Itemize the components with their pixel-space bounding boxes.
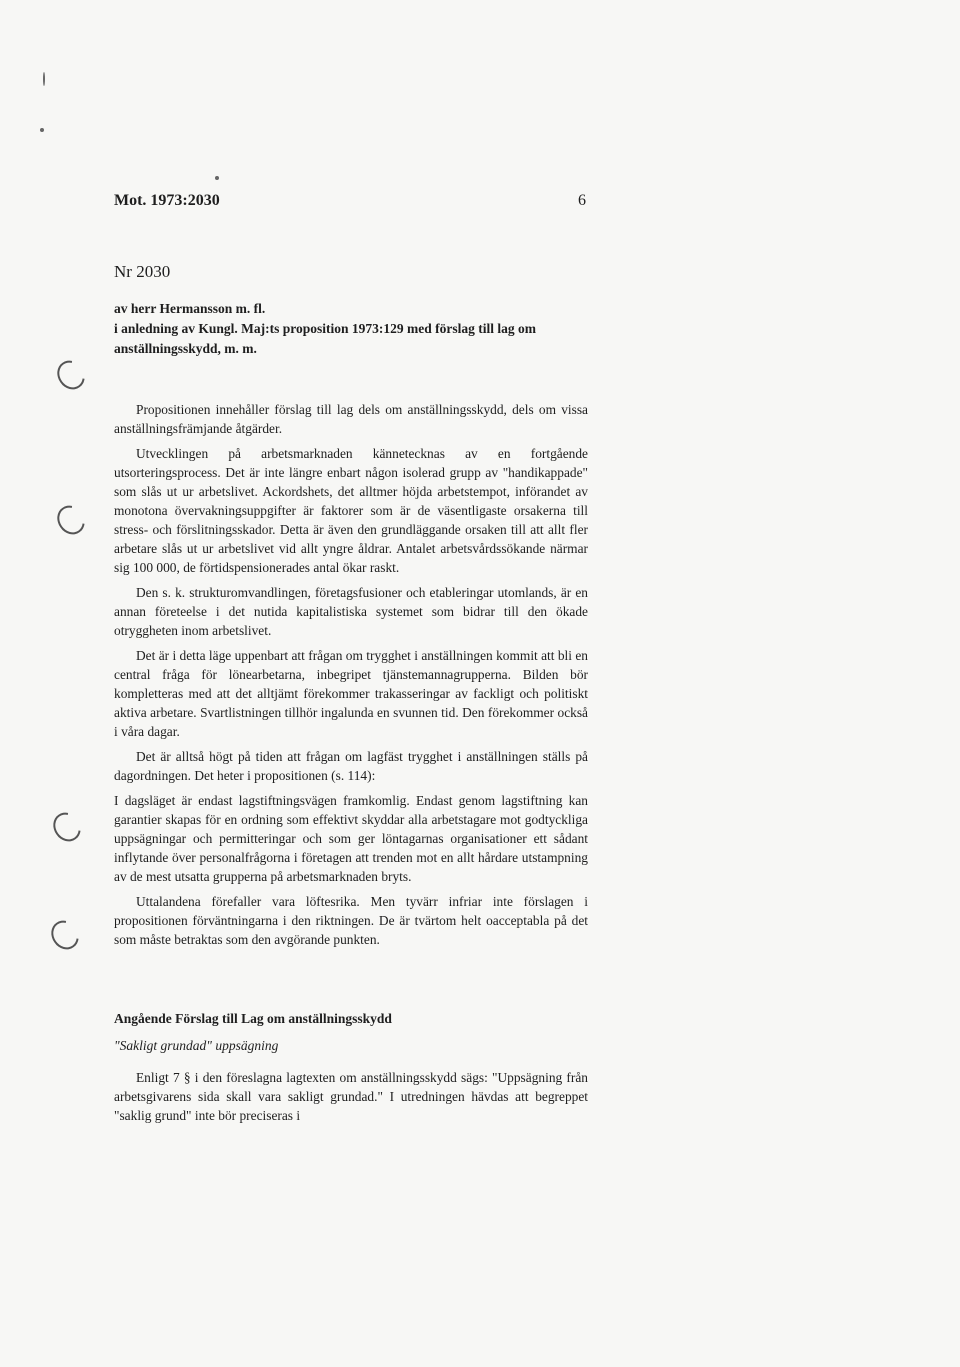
scan-speck xyxy=(40,128,44,132)
page-header xyxy=(114,192,594,210)
paragraph: Utvecklingen på arbetsmarknaden kännetecknas av en fortgående utsorteringsprocess. Det är inte längre enbart någon isolerad grupp av "handikappade" som slås ut ur arbetslivet. Ackordshets, det alltmer höjda arbetstempot, införandet av monotona övervakningsuppgifter är faktorer som är de väsentligaste orsakerna till stress- och förslitningsskador. Detta är även den grundläggande orsaken till att allt fler arbetare slås ut ur arbetslivet vid allt yngre åldrar. Antalet arbetsvårdssökande närmar sig 100 000, de förtidspensionerades antal ökar raskt. xyxy=(114,446,588,575)
intro-line: i anledning av Kungl. Maj:ts proposition 1973:129 med förslag till lag om xyxy=(114,321,537,336)
quoted-passage: I dagsläget är endast lagstiftningsvägen framkomlig. Endast genom lagstiftning kan garantier skapas för en ordning som effektivt skyddar alla arbetstagare mot godtyckliga uppsägningar och permitteringar och som ger löntagarnas organisationer ett sådant inflytande över personalfrågorna i företagen att trenden mot en allt hårdare utstampning av de mest utsatta grupperna på arbetsmarknaden bryts. xyxy=(114,793,588,884)
section-heading: Angående Förslag till Lag om anställningsskydd xyxy=(114,1011,392,1026)
intro-line: anställningsskydd, m. m. xyxy=(114,341,257,356)
scan-speck xyxy=(215,176,219,180)
paragraph: Den s. k. strukturomvandlingen, företagsfusioner och etableringar utomlands, är en annan företeelse i det nutida kapitalistiska systemet som bidrar till den ökade otryggheten inom arbetslivet. xyxy=(114,585,588,638)
scan-speck xyxy=(43,72,45,86)
paragraph: Uttalandena förefaller vara löftesrika. Men tyvärr infriar inte förslagen i propositionen förväntningarna i den riktningen. De är tvärtom helt oacceptabla på det som måste betraktas som den avgörande punkten. xyxy=(114,894,588,947)
binder-hole-mark xyxy=(52,355,91,394)
binder-hole-mark xyxy=(52,500,91,539)
binder-hole-mark xyxy=(48,807,87,846)
body-text xyxy=(114,400,588,955)
motion-id: Mot. 1973:2030 xyxy=(114,192,220,209)
page-number: 6 xyxy=(578,192,586,209)
paragraph: Propositionen innehåller förslag till lag dels om anställningsskydd, dels om vissa anställningsfrämjande åtgärder. xyxy=(114,402,588,436)
paragraph: Det är alltså högt på tiden att frågan om lagfäst trygghet i anställningen ställs på dagordningen. Det heter i propositionen (s. 114): xyxy=(114,749,588,783)
paragraph: Det är i detta läge uppenbart att frågan om trygghet i anställningen kommit att bli en central fråga för lönearbetarna, inbegripet tjänstemannagrupperna. Bilden bör kompletteras med att det alltjämt förekommer trakasseringar av fackligt och politiskt aktiva arbetare. Svartlistningen tillhör ingalunda en svunnen tid. Den förekommer också i våra dagar. xyxy=(114,648,588,739)
sub-heading: "Sakligt grundad" uppsägning xyxy=(114,1038,279,1053)
binder-hole-mark xyxy=(46,915,85,954)
motion-intro xyxy=(114,299,594,359)
final-text xyxy=(114,1068,588,1125)
motion-number: Nr 2030 xyxy=(114,262,171,281)
paragraph: Enligt 7 § i den föreslagna lagtexten om anställningsskydd sägs: "Uppsägning från arbetsgivarens sida skall vara sakligt grundad." I utredningen hävdas att begreppet "saklig grund" inte bör preciseras i xyxy=(114,1070,588,1123)
intro-line: av herr Hermansson m. fl. xyxy=(114,301,266,316)
